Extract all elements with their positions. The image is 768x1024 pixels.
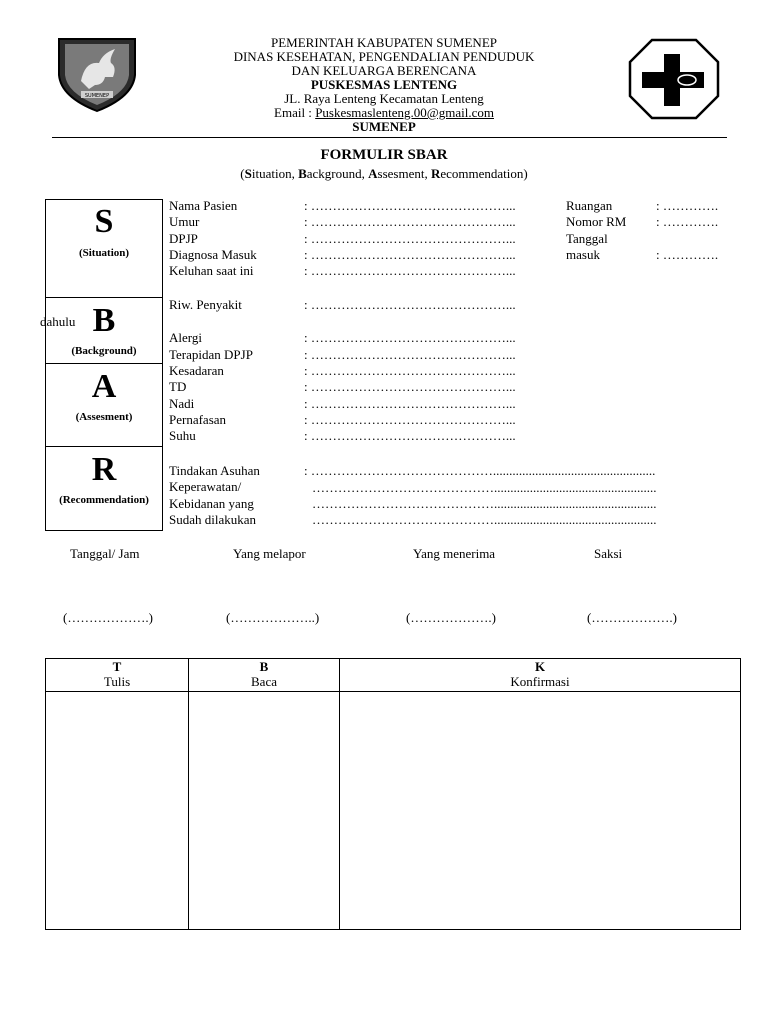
form-subtitle: (Situation, Background, Assesment, Recommendation) bbox=[240, 166, 528, 181]
field-keluhan[interactable]: : ………………………………………... bbox=[304, 263, 516, 278]
label-kesadaran: Kesadaran bbox=[169, 363, 224, 378]
field-tindakan-line-3[interactable]: …………………………………….................................................. bbox=[312, 496, 657, 511]
label-keluhan: Keluhan saat ini bbox=[169, 263, 254, 278]
label-umur: Umur bbox=[169, 214, 200, 229]
sbar-box-situation bbox=[45, 199, 163, 298]
field-nadi[interactable]: : ………………………………………... bbox=[304, 396, 516, 411]
tbk-word-baca: Baca bbox=[251, 674, 277, 689]
field-umur[interactable]: : ………………………………………... bbox=[304, 214, 516, 229]
sbar-caption-background: (Background) bbox=[71, 345, 137, 357]
field-pernafasan[interactable]: : ………………………………………... bbox=[304, 412, 516, 427]
header-dinas-2: DAN KELUARGA BERENCANA bbox=[291, 63, 477, 78]
tbk-cell-baca[interactable] bbox=[189, 692, 340, 930]
header-address: JL. Raya Lenteng Kecamatan Lenteng bbox=[284, 91, 484, 106]
dahulu-note: dahulu bbox=[40, 314, 76, 329]
field-nomor-rm[interactable]: : …………. bbox=[656, 214, 719, 229]
sbar-box-assesment bbox=[45, 363, 163, 447]
field-ruangan[interactable]: : …………. bbox=[656, 198, 719, 213]
header-city: SUMENEP bbox=[352, 119, 416, 134]
email-label: Email : bbox=[274, 105, 316, 120]
label-riw-penyakit: Riw. Penyakit bbox=[169, 297, 242, 312]
sbar-box-background bbox=[45, 297, 163, 364]
field-suhu[interactable]: : ………………………………………... bbox=[304, 428, 516, 443]
sbar-letter-b: B bbox=[92, 302, 116, 339]
field-nama-pasien[interactable]: : ………………………………………... bbox=[304, 198, 516, 213]
sbar-caption-situation: (Situation) bbox=[78, 247, 130, 259]
label-nama-pasien: Nama Pasien bbox=[169, 198, 238, 213]
header-dinas: DINAS KESEHATAN, PENGENDALIAN PENDUDUK bbox=[233, 49, 535, 64]
tbk-header-baca bbox=[189, 659, 340, 692]
label-pernafasan: Pernafasan bbox=[169, 412, 227, 427]
form-title: FORMULIR SBAR bbox=[320, 147, 448, 163]
field-tindakan-line-2[interactable]: …………………………………….................................................. bbox=[312, 480, 657, 495]
sig-label-saksi: Saksi bbox=[594, 546, 623, 561]
label-alergi: Alergi bbox=[169, 330, 202, 345]
tbk-letter-b: B bbox=[259, 659, 269, 674]
sig-blank-yang-melapor[interactable]: (………………..) bbox=[226, 610, 320, 625]
label-terapidan: Terapidan DPJP bbox=[169, 347, 253, 362]
tbk-word-konfirmasi: Konfirmasi bbox=[510, 674, 570, 689]
field-kesadaran[interactable]: : ………………………………………... bbox=[304, 363, 516, 378]
tbk-cell-tulis[interactable] bbox=[46, 692, 189, 930]
tbk-header-row bbox=[46, 659, 741, 692]
label-nadi: Nadi bbox=[169, 396, 195, 411]
sbar-caption-assesment: (Assesment) bbox=[75, 411, 133, 423]
label-tindakan-1: Tindakan Asuhan bbox=[169, 463, 260, 478]
tbk-letter-k: K bbox=[534, 659, 546, 674]
field-tindakan-line-1[interactable]: : …………………………………….................................................. bbox=[304, 463, 656, 478]
label-tanggal: Tanggal bbox=[566, 231, 608, 246]
field-tindakan-line-4[interactable]: …………………………………….................................................. bbox=[312, 512, 657, 527]
label-diagnosa: Diagnosa Masuk bbox=[169, 247, 257, 262]
sbar-letter-r: R bbox=[91, 451, 117, 488]
crest-text: SUMENEP bbox=[84, 93, 110, 99]
label-nomor-rm: Nomor RM bbox=[566, 214, 627, 229]
tbk-cell-konfirmasi[interactable] bbox=[340, 692, 741, 930]
field-tanggal-masuk[interactable]: : …………. bbox=[656, 247, 719, 262]
label-tindakan-4: Sudah dilakukan bbox=[169, 512, 257, 527]
sig-blank-yang-menerima[interactable]: (……………….) bbox=[406, 610, 496, 625]
sbar-caption-recommendation: (Recommendation) bbox=[59, 494, 149, 506]
field-td[interactable]: : ………………………………………... bbox=[304, 379, 516, 394]
field-terapidan[interactable]: : ………………………………………... bbox=[304, 347, 516, 362]
tbk-letter-t: T bbox=[112, 659, 122, 674]
label-tindakan-2: Keperawatan/ bbox=[169, 479, 242, 494]
field-dpjp[interactable]: : ………………………………………... bbox=[304, 231, 516, 246]
label-td: TD bbox=[169, 379, 187, 394]
sbar-letter-a: A bbox=[91, 368, 117, 405]
label-tindakan-3: Kebidanan yang bbox=[169, 496, 254, 511]
tbk-body-row bbox=[46, 692, 741, 930]
sig-label-yang-menerima: Yang menerima bbox=[413, 546, 496, 561]
header-puskesmas: PUSKESMAS LENTENG bbox=[310, 77, 458, 92]
sig-blank-tanggal-jam[interactable]: (……………….) bbox=[63, 610, 153, 625]
field-diagnosa[interactable]: : ………………………………………... bbox=[304, 247, 516, 262]
label-masuk: masuk bbox=[566, 247, 600, 262]
label-dpjp: DPJP bbox=[169, 231, 198, 246]
tbk-table bbox=[45, 658, 741, 930]
tbk-word-tulis: Tulis bbox=[103, 674, 131, 689]
sbar-letter-s: S bbox=[94, 203, 114, 240]
tbk-header-tulis bbox=[46, 659, 189, 692]
field-riw-penyakit[interactable]: : ………………………………………... bbox=[304, 297, 516, 312]
sig-blank-saksi[interactable]: (……………….) bbox=[587, 610, 677, 625]
label-ruangan: Ruangan bbox=[566, 198, 613, 213]
header-email-line bbox=[0, 106, 768, 120]
email-link[interactable]: Puskesmaslenteng.00@gmail.com bbox=[315, 105, 494, 120]
label-suhu: Suhu bbox=[169, 428, 196, 443]
sig-label-tanggal-jam: Tanggal/ Jam bbox=[70, 546, 140, 561]
header-gov: PEMERINTAH KABUPATEN SUMENEP bbox=[270, 35, 497, 50]
tbk-header-konfirmasi bbox=[340, 659, 741, 692]
sbar-box-recommendation bbox=[45, 446, 163, 531]
header-divider bbox=[52, 137, 727, 138]
field-alergi[interactable]: : ………………………………………... bbox=[304, 330, 516, 345]
sig-label-yang-melapor: Yang melapor bbox=[233, 546, 306, 561]
